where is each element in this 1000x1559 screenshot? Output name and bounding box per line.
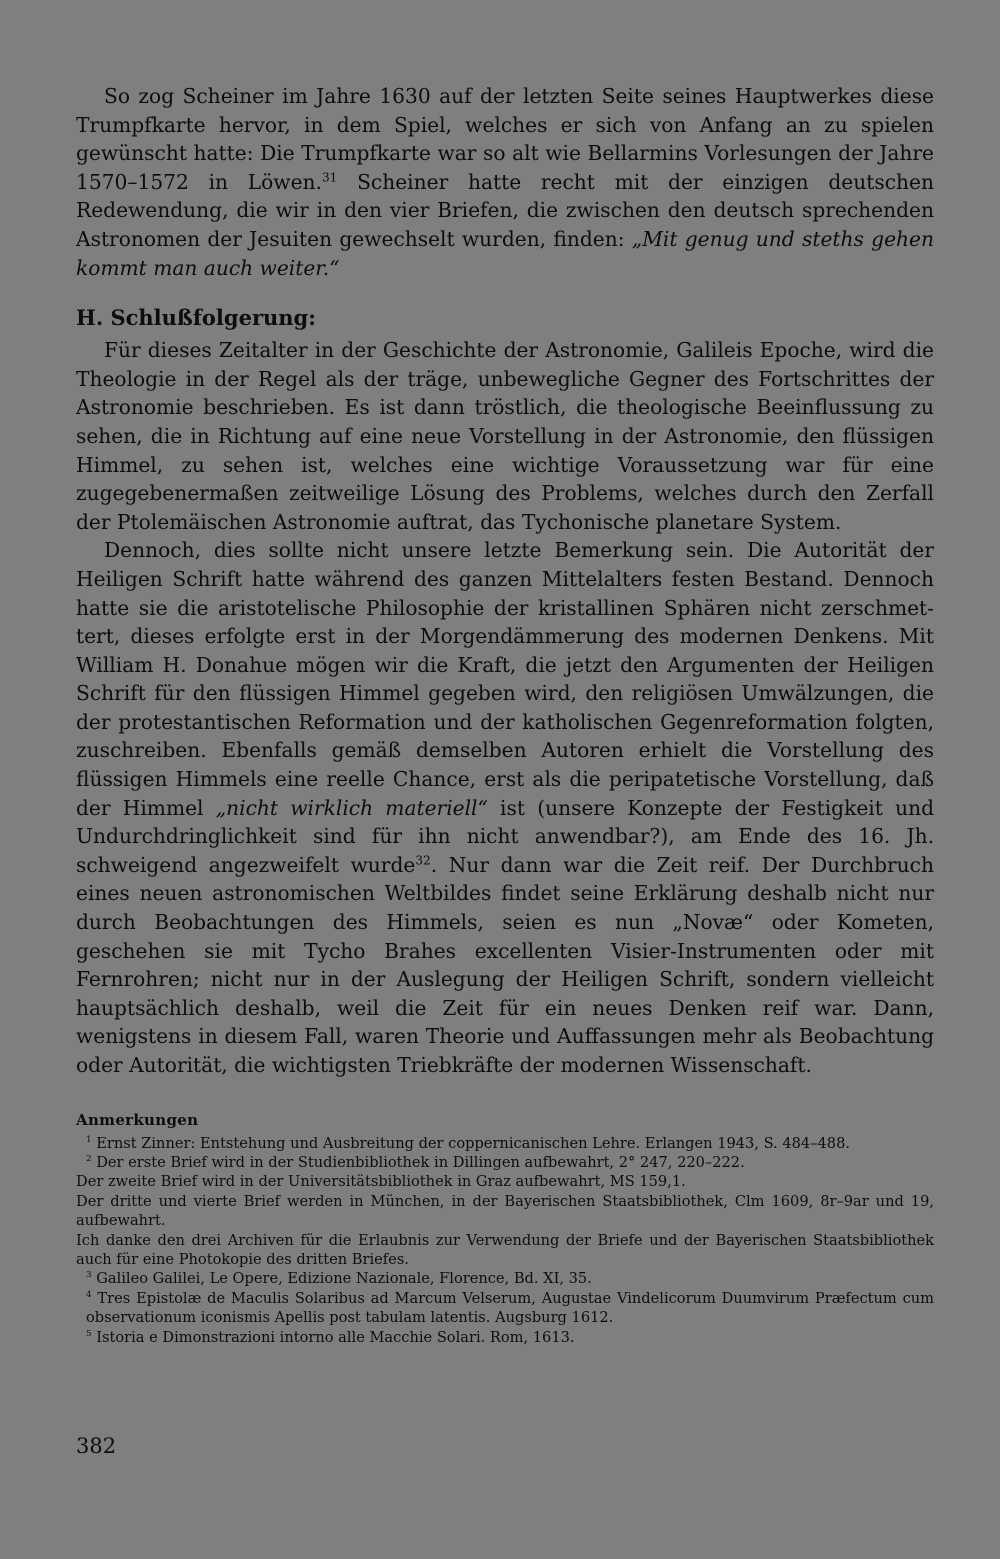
footnote-number: 1 [86,1134,92,1145]
footnote-ref-31: 31 [321,170,338,185]
paragraph-3 [76,536,934,1079]
paragraph-3-text-b: ist (unsere Konzepte der Festigkeit und Undurchdringlichkeit sind für ihn nicht anwendbar?), am Ende des 16. Jh. schweigend angezweifelt wurde [76,795,934,877]
paragraph-2: Für dieses Zeitalter in der Geschichte der Astronomie, Galileis Epoche, wird die Theologie in der Regel als der träge, unbewegliche Gegner des Fortschrittes der Astronomie beschrieben. Es ist dann tröstlich, die theologische Beeinflussung zu sehen, die in Richtung auf eine neue Vorstellung in der Astronomie, den flüssigen Himmel, zu sehen ist, welches eine wichtige Voraussetzung war für eine zugegebenermaßen zeitweilige Lösung des Problems, welches durch den Zerfall der Ptolemäischen Astronomie auftrat, das Tychonische planetare System. [76,338,934,534]
footnote-item [76,1153,934,1172]
footnote-text: Istoria e Dimonstrazioni intorno alle Macchie Solari. Rom, 1613. [96,1328,575,1346]
footnote-text: Galileo Galilei, Le Opere, Edizione Nazionale, Florence, Bd. XI, 35. [96,1270,592,1288]
section-heading: H. Schlußfolgerung: [76,305,316,331]
paragraph-1-text-a: So zog Scheiner im Jahre 1630 auf der letzten Seite seines Hauptwerkes diese Trumpfkarte hervor, in dem Spiel, welches er sich von Anfang an zu spielen gewünscht hatte: Die Trumpfkarte war so alt wie Bellarmins Vorlesungen der Jahre 1570–1572 in Löwen. [76,84,934,194]
footnote-text: Der dritte und vierte Brief werden in München, in der Bayerischen Staatsbibliothek, Clm 1609, 8r–9ar und 19, aufbewahrt. [76,1192,934,1230]
footnote-item [76,1289,934,1328]
footnote-number: 4 [86,1289,92,1300]
paragraph-3-text-a: Dennoch, dies sollte nicht unsere letzte Bemerkung sein. Die Autorität der Heiligen Schrift hatte während des ganzen Mittelalters festen Bestand. Dennoch hatte sie die aristotelische Philosophie der kristallinen Sphären nicht zerschmettert, dieses erfolgte erst in der Morgendämmerung des modernen Denkens. Mit William H. Donahue mögen wir die Kraft, die jetzt den Argumenten der Heiligen Schrift für den flüssigen Himmel gegeben wird, den religiösen Umwälzungen, die der protestantischen Reformation und der katholischen Gegenreformation folgten, zuschreiben. Ebenfalls gemäß demselben Autoren erhielt die Vorstellung des flüssigen Himmels eine reelle Chance, erst als die peripatetische Vorstellung, daß der Himmel [76,538,934,820]
footnote-number: 5 [86,1328,92,1339]
notes-list [76,1134,934,1347]
footnote-item [76,1231,934,1270]
paragraph-3-text-c: . Nur dann war die Zeit reif. Der Durchbruch eines neuen astronomischen Weltbildes findet seine Erklärung deshalb nicht nur durch Beobachtungen des Himmels, seien es nun „Novæ“ oder Kometen, geschehen sie mit Tycho Brahes excellenten Visier-Instrumenten oder mit Fernrohren; nicht nur in der Auslegung der Heiligen Schrift, sondern vielleicht hauptsächlich deshalb, weil die Zeit für ein neues Denken reif war. Dann, wenigstens in diesem Fall, waren Theorie und Auffassungen mehr als Beobachtung oder Autorität, die wichtigsten Triebkräfte der modernen Wissenschaft. [76,852,934,1077]
page-number: 382 [76,1434,117,1458]
footnote-number: 2 [86,1154,92,1165]
footnote-ref-32: 32 [415,853,431,868]
footnote-item [76,1134,934,1153]
footnote-text: Tres Epistolæ de Maculis Solaribus ad Marcum Velserum, Augustae Vindelicorum Duumvirum Præfectum cum observationum iconismis Apellis post tabulam latentis. Augsburg 1612. [86,1289,934,1327]
page-content [76,82,934,1347]
footnote-item [76,1269,934,1288]
footnote-item [76,1172,934,1191]
footnote-text: Der zweite Brief wird in der Universitätsbibliothek in Graz aufbewahrt, MS 159,1. [76,1173,686,1191]
paragraph-1-quote: „Mit genug und steths gehen kommt man auch weiter.“ [76,226,934,280]
footnote-text: Der erste Brief wird in der Studienbibliothek in Dillingen aufbewahrt, 2° 247, 220–222. [96,1154,745,1171]
footnote-item [76,1192,934,1231]
paragraph-1-text-b: Scheiner hatte recht mit der einzigen deutschen Redewendung, die wir in den vier Briefen, die zwischen den deutsch sprechenden Astronomen der Jesuiten gewechselt wurden, finden: [76,169,934,251]
footnote-item [76,1328,934,1347]
notes-heading: Anmerkungen [76,1110,199,1129]
paragraph-3-quote: „nicht wirklich materiell“ [215,795,488,820]
paragraph-1 [76,82,934,282]
footnote-number: 3 [86,1270,92,1281]
footnote-text: Ich danke den drei Archiven für die Erlaubnis zur Verwendung der Briefe und der Bayerischen Staatsbibliothek auch für eine Photokopie des dritten Briefes. [76,1231,934,1269]
footnote-text: Ernst Zinner: Entstehung und Ausbreitung der coppernicanischen Lehre. Erlangen 1943, S. 484–488. [96,1134,851,1152]
